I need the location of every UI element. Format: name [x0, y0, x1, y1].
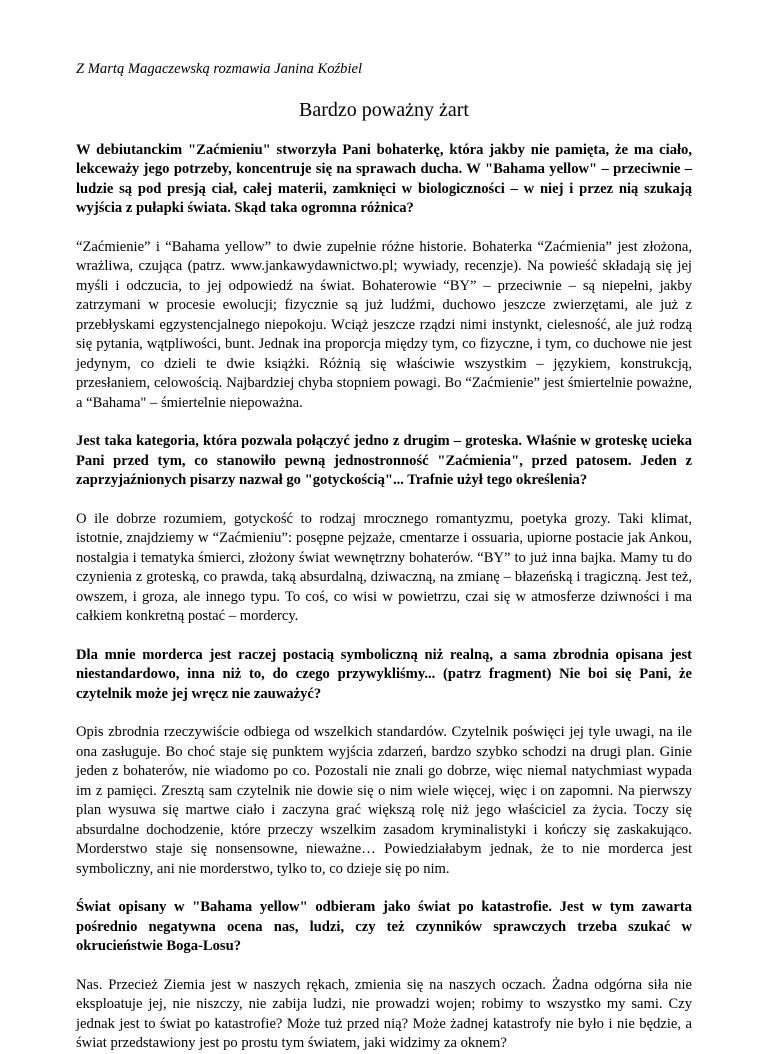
answer-1: “Zaćmienie” i “Bahama yellow” to dwie zupełnie różne historie. Bohaterka “Zaćmienia” jest złożona, wrażliwa, czująca (patrz. www.jankawydawnictwo.pl; wywiady, recenzje). Na powieść składają się jej myśli i odczucia, to jej odpowiedź na świat. Bohaterowie “BY” – przeciwnie – są niepełni, jakby zatrzymani w procesie ewolucji; fizycznie są już ludźmi, duchowo jeszcze zwierzętami, ale już z przebłyskami egzystencjalnego niepokoju. Wciąż jeszcze rządzi nimi instynkt, cielesność, ale już rodzą się pytania, wątpliwości, bunt. Jednak ina proporcja między tym, co fizyczne, i tym, co duchowe nie jest jedynym, co dzieli te dwie książki. Różnią się właściwie wszystkim – językiem, konstrukcją, przesłaniem, celowością. Najbardziej chyba stopniem powagi. Bo “Zaćmienie” jest śmiertelnie poważne, a “Bahama" – śmiertelnie niepoważna. — [76, 238, 692, 411]
question-2: Jest taka kategoria, która pozwala połączyć jedno z drugim – groteska. Właśnie w groteskę ucieka Pani przed tym, co stanowiło pewną jednostronność "Zaćmienia", przed patosem. Jeden z zaprzyjaźnionych pisarzy nazwał go "gotyckością"... Trafnie użył tego określenia? — [76, 433, 692, 488]
answer-4: Nas. Przecież Ziemia jest w naszych rękach, zmienia się na naszych oczach. Żadna odgórna siła nie eksploatuje jej, nie niszczy, nie zabija ludzi, nie prowadzi wojen; robimy to wszystko my sami. Czy jednak jest to świat po katastrofie? Może tuż przed nią? Może żadnej katastrofy nie było i nie będzie, a świat przedstawiony jest po prostu tym światem, jaki widzimy za oknem? — [76, 976, 692, 1051]
answer-3: Opis zbrodnia rzeczywiście odbiega od wszelkich standardów. Czytelnik poświęci jej tyle uwagi, na ile ona zasługuje. Bo choć staje się punktem wyjścia zdarzeń, bardzo szybko schodzi na drugi plan. Ginie jeden z bohaterów, nie wiadomo po co. Pozostali nie znali go dobrze, więc niemal natychmiast wypada im z pamięci. Zresztą sam czytelnik nie dowie się o nim wiele więcej, więc i on zapomni. Na pierwszy plan wysuwa się martwe ciało i zaczyna grać większą rolę niż jego właściciel za życia. Toczy się absurdalne dochodzenie, które przeczy wszelkim zasadom kryminalistyki i kończy się zaskakująco. Morderstwo staje się nonsensowne, nieważne… Powiedziałabym jednak, że to nie morderca jest symboliczny, ani nie morderstwo, tylko to, co dzieje się po nim. — [76, 724, 692, 877]
question-1: W debiutanckim "Zaćmieniu" stworzyła Pani bohaterkę, która jakby nie pamięta, że ma ciało, lekceważy jego potrzeby, koncentruje się na sprawach ducha. W "Bahama yellow" – przeciwnie – ludzie są pod presją ciał, całej materii, zamknięci w biologiczności – w niej i przez nią szukają wyjścia z pułapki świata. Skąd taka ogromna różnica? — [76, 141, 692, 216]
article-title: Bardzo poważny żart — [299, 98, 469, 121]
question-3: Dla mnie morderca jest raczej postacią symboliczną niż realną, a sama zbrodnia opisana jest niestandardowo, inna niż to, do czego przywykliśmy... (patrz fragment) Nie boi się Pani, że czytelnik może jej wręcz nie zauważyć? — [76, 646, 692, 702]
byline: Z Martą Magaczewską rozmawia Janina Koźbiel — [76, 61, 363, 77]
question-4: Świat opisany w "Bahama yellow" odbieram jako świat po katastrofie. Jest w tym zawarta pośrednio negatywna ocena nas, ludzi, czy też czynników sprawczych trzeba szukać w okrucieństwie Boga-Losu? — [76, 899, 692, 954]
answer-2: O ile dobrze rozumiem, gotyckość to rodzaj mrocznego romantyzmu, poetyka grozy. Taki klimat, istotnie, znajdziemy w “Zaćmieniu”: posępne pejzaże, cmentarze i ossuaria, upiorne postacie jak Ankou, nostalgia i tematyka śmierci, złożony świat wewnętrzny bohaterów. “BY” to już inna bajka. Mamy tu do czynienia z groteską, co prawda, taką absurdalną, dziwaczną, na zmianę – błazeńską i tragiczną. Jest też, owszem, i groza, ale innego typu. To coś, co wisi w powietrzu, czai się w atmosferze dziwności i ma całkiem konkretną postać – mordercy. — [76, 510, 692, 624]
